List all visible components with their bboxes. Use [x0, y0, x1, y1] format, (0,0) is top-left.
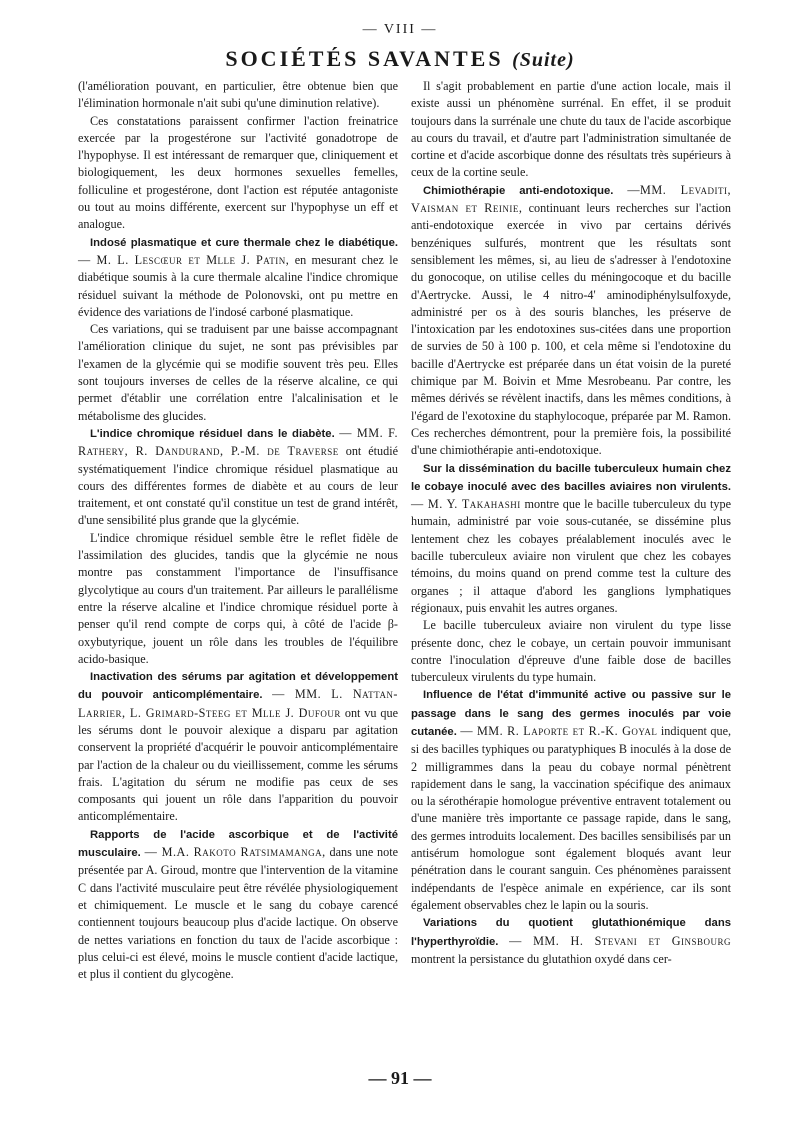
article-body: ont vu que les sérums dont le pouvoir alexique a disparu par agitation conservent la propriété d'acquérir le pouvoir anticomplémentaire par l'action de la chaleur ou du vieillissement, comme les sérums frais. L'agitation du sérum ne modifie pas ceux de ses composants qui jouent un rôle dans l'apparition du pouvoir anticomplémentaire. — [78, 705, 399, 824]
article-heading: Chimiothérapie anti-endotoxique. — [423, 184, 614, 197]
article-authors: —MM. Levaditi, Vaisman et Reinie, — [411, 182, 731, 216]
article-body: montre que le bacille tuberculeux du type humain, administré par voie sous-cutanée, se dissémine plus lentement chez les cobayes préalablement inoculés avec le bacille tuberculeux aviaire non virulent que chez les cobayes témoins, du moins quand on prend comme test la culture des organes ; il attaque d'abord les ganglions lymphatiques régionaux, puis envahit les autres organes. — [411, 497, 732, 615]
article-paragraph — [411, 914, 731, 968]
article-authors: — MM. H. Stevani et Ginsbourg — [509, 933, 731, 948]
article-body: ont étudié systématiquement l'indice chromique résiduel plasmatique au cours des différentes formes de diabète et au cours de leur traitement, et ont constaté qu'il constitue un test de grand intérêt, d'une sensibilité plus grande que la glycémie. — [78, 444, 398, 528]
article-authors: — MM. L. Nattan-Larrier, L. Grimard-Steeg et Mlle J. Dufour — [78, 687, 398, 720]
article-authors: — M. Y. Takahashi — [411, 497, 521, 512]
article-heading: Rapports de l'acide ascorbique et de l'activité musculaire. — [78, 828, 398, 860]
article-body: en mesurant chez le diabétique soumis à la cure thermale alcaline l'indice chromique résiduel suivant la méthode de Polonovski, ont pu mettre en évidence des variations de l'indosé carboné plasmatique. — [78, 252, 399, 319]
article-authors: — MM. R. Laporte et R.-K. Goyal — [460, 723, 658, 738]
section-suite: (Suite) — [512, 49, 575, 71]
paragraph: Il s'agit probablement en partie d'une action locale, mais il existe aussi un phénomène surrénal. En effet, il se produit toujours dans la surrénale une chute du taux de l'acide ascorbique au cours du travail, et d'autre part l'administration simultanée de cortine et d'acide ascorbique donne des résultats très supérieurs à ceux de la cortine seule. — [411, 79, 731, 180]
article-heading: Sur la dissémination du bacille tuberculeux humain chez le cobaye inoculé avec des bacilles aviaires non virulents. — [411, 462, 731, 493]
left-column — [78, 78, 398, 983]
article-paragraph — [78, 826, 398, 984]
article-body: dans une note présentée par A. Giroud, montre que l'intervention de la vitamine C dans l'activité musculaire peut être révélée physiologiquement et chimiquement. Le muscle et le sang du cobaye carencé contiennent toujours beaucoup plus d'acide lactique. On observe de nettes variations en fonction du taux de l'acide ascorbique : plus celui-ci est élevé, moins le muscle contient d'acide lactique, et plus il contient du glycogène. — [78, 845, 399, 982]
right-column — [411, 78, 731, 968]
article-paragraph — [411, 686, 731, 914]
paragraph: Le bacille tuberculeux aviaire non virulent du type lisse présente donc, chez le cobaye, un certain pouvoir immunisant contre l'inoculation d'épreuve d'une faible dose de bacilles tuberculeux virulents du type humain. — [411, 618, 731, 685]
article-heading: Influence de l'état d'immunité active ou passive sur le passage dans le sang des germes inoculés par voie cutanée. — [411, 689, 731, 738]
paragraph: Ces constatations paraissent confirmer l'action freinatrice exercée par la progestérone sur l'activité gonadotrope de l'hypophyse. Il est intéressant de remarquer que, cliniquement et biologiquement, les deux hormones sexuelles femelles, folliculine et progestérone, dont l'action est réputée antagoniste ou tout au moins différente, exercent sur l'hypophyse un eff et analogue. — [78, 113, 398, 232]
article-paragraph — [411, 182, 731, 460]
section-banner — [0, 46, 800, 72]
article-heading: Indosé plasmatique et cure thermale chez le diabétique. — [90, 236, 398, 249]
article-paragraph — [78, 668, 398, 826]
paragraph: Ces variations, qui se traduisent par une baisse accompagnant l'amélioration clinique du sujet, ne sont pas prévisibles par l'examen de la glycémie qui se modifie souvent très peu. Elles sont toujours inverses de celles de la réserve alcaline, ce qui permet d'établir une corrélation entre l'alcalinisation et le métabolisme des glucides. — [78, 322, 398, 423]
article-authors: — M.A. Rakoto Ratsimamanga, — [144, 845, 326, 860]
article-paragraph — [78, 425, 398, 530]
page-number: — 91 — — [368, 1068, 432, 1088]
article-paragraph — [78, 234, 398, 321]
article-authors: — MM. F. Rathery, R. Dandurand, P.-M. de Traverse — [78, 425, 398, 459]
roman-page-number: — VIII — — [362, 22, 438, 37]
article-body: continuant leurs recherches sur l'action anti-endotoxique exercée in vivo par certains dérivés benzéniques sulfurés, montrent que les résultats sont sensiblement les mêmes, si, au lieu de s'adresser à l'endotoxine du gonocoque, on utilise celles du méningocoque et du bacille d'Aertrycke. Aussi, le 4 nitro-4' aminodiphénylsulfoxyde, administré per os à des souris blanches, les préserve de l'intoxication par les endotoxines sus-citées dans une proportion de survies de 50 à 100 p. 100, et cela même si l'endotoxine du bacille d'Aertrycke est préparée dans un état voisin de la pureté chimique par M. Boivin et Mme Mesrobeanu. Par contre, les mêmes dérivés se révèlent inactifs, dans les mêmes conditions, à l'égard de l'exotoxine du staphylocoque, préparée par M. Ramon. Ces recherches démontrent, pour la première fois, la possibilité d'une chimiothérapie anti-endotoxique. — [411, 201, 731, 458]
section-title: SOCIÉTÉS SAVANTES — [225, 46, 504, 71]
article-heading: Variations du quotient glutathionémique dans l'hyperthyroïdie. — [411, 917, 731, 948]
article-authors: — M. L. Lescœur et Mlle J. Patin, — [78, 252, 290, 267]
article-heading: Inactivation des sérums par agitation et développement du pouvoir anticomplémentaire. — [78, 671, 398, 702]
paragraph: (l'amélioration pouvant, en particulier, être obtenue bien que l'élimination hormonale n'ait subi qu'une diminution relative). — [78, 79, 398, 111]
article-body: indiquent que, si des bacilles typhiques ou paratyphiques B inoculés à la dose de 2 milligrammes dans la peau du cobaye normal pénètrent rapidement dans le sang, la vaccination spécifique des animaux ou la sérothérapie homologue préventive entravent totalement ou d'une manière très importante ce passage rapide, dans le sang, des germes introduits localement. Des bacilles sensibilisés par un antisérum homologue sont également bloqués avant leur pénétration dans le courant sanguin. Ces phénomènes paraissent indépendants de l'espèce animale en expérience, car ils sont également observables chez le lapin ou la souris. — [411, 723, 732, 912]
paragraph: L'indice chromique résiduel semble être le reflet fidèle de l'assimilation des glucides, tandis que la glycémie ne nous montre pas constamment l'importance de l'insuffisance glycolytique au cours d'un traitement. Par ailleurs le parallélisme entre la réserve alcaline et l'indice chromique résiduel porte à penser qu'il rend compte de corps qui, à côté de l'acide β-oxybutyrique, jouent un rôle dans les troubles de l'équilibre acido-basique. — [78, 530, 398, 666]
article-heading: L'indice chromique résiduel dans le diabète. — [90, 427, 335, 440]
article-paragraph — [411, 460, 731, 618]
article-body: montrent la persistance du glutathion oxydé dans cer- — [411, 951, 672, 966]
